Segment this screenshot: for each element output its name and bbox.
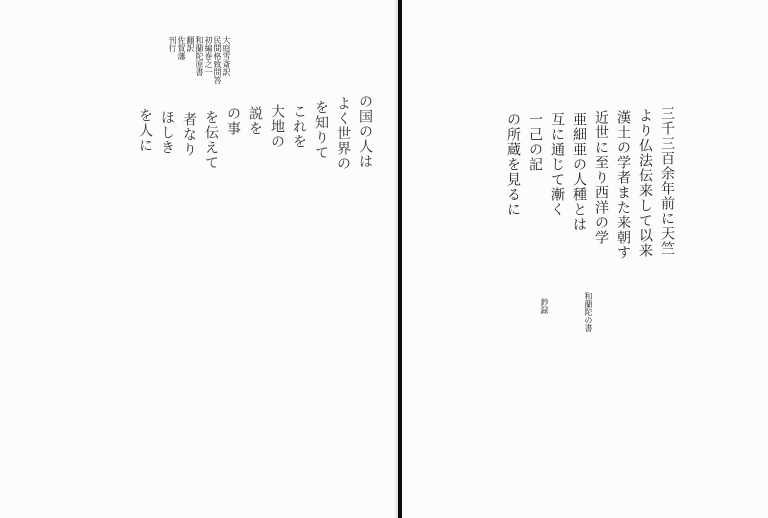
text-column: 三千三百余年前に天竺 [659, 106, 675, 256]
header-column: 和蘭陀原書 [195, 36, 204, 76]
header-column: 佐賀藩 [177, 36, 186, 60]
text-column: これを [291, 104, 307, 149]
text-column: を知りて [313, 100, 329, 160]
text-column: 説を [247, 106, 263, 136]
text-column: 者なり [181, 112, 197, 157]
text-column: 一己の記 [527, 112, 543, 172]
text-column: より仏法伝来して以来 [637, 108, 653, 258]
text-column: 近世に至り西洋の学 [593, 110, 609, 245]
text-column: を人に [137, 108, 153, 153]
interlinear-note: 鈔録 [540, 298, 549, 314]
interlinear-note: 和蘭陀の書 [584, 292, 593, 332]
right-page [402, 0, 768, 518]
text-column: よく世界の [335, 96, 351, 171]
text-column: 亜細亜の人種とは [571, 112, 587, 232]
text-column: 漢土の学者また来朝す [615, 110, 631, 260]
header-column: 大庭雪斎訳 [222, 36, 231, 76]
header-column: 翻訳 [186, 36, 195, 52]
header-column: 民間格致問答 [213, 36, 222, 84]
header-column: 初編巻之一 [204, 36, 213, 76]
text-column: ほしき [159, 110, 175, 155]
text-column: の国の人は [357, 94, 373, 169]
header-column: 刊行 [168, 36, 177, 52]
text-column: を伝えて [203, 110, 219, 170]
text-column: の事 [225, 106, 241, 136]
text-column: 大地の [269, 104, 285, 149]
text-column: 互に通じて漸く [549, 112, 565, 217]
text-column: の所蔵を見るに [505, 112, 521, 217]
